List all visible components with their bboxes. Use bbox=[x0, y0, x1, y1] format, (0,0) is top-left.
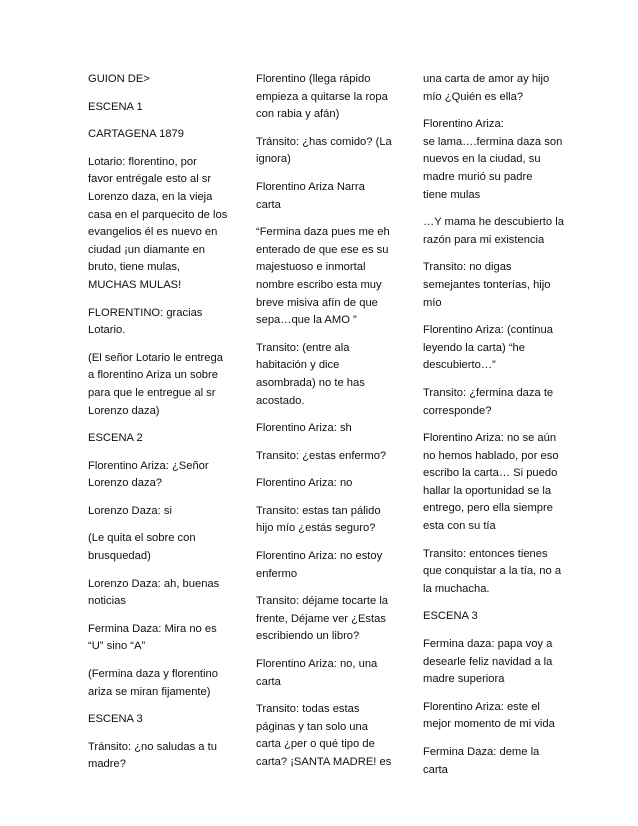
stage-direction: Florentino (llega rápido empieza a quitarse la ropa con rabia y afán) bbox=[256, 73, 388, 121]
heading-escena-3: ESCENA 3 bbox=[88, 713, 143, 726]
dialogue-transito: Transito: déjame tocarte la frente, Déjame ver ¿Estas escribiendo un libro? bbox=[256, 595, 389, 643]
heading-escena-3: ESCENA 3 bbox=[423, 610, 478, 623]
dialogue-transito-cont: una carta de amor ay hijo mío ¿Quién es ella? bbox=[423, 73, 550, 103]
heading-guion: GUION DE> bbox=[88, 73, 150, 85]
dialogue-florentino: Florentino Ariza: este el mejor momento de mi vida bbox=[423, 700, 555, 731]
dialogue-transito: Transito: no digas semejantes tonterías, hijo mío bbox=[423, 261, 551, 309]
dialogue-florentino: Florentino Ariza: ¿Señor Lorenzo daza? bbox=[88, 459, 209, 490]
dialogue-transito: Transito: ¿estas enfermo? bbox=[256, 449, 387, 462]
column-1 bbox=[88, 71, 236, 784]
stage-direction: Florentino Ariza Narra carta bbox=[256, 180, 365, 211]
dialogue-florentino: Florentino Ariza: no, una carta bbox=[256, 658, 378, 688]
dialogue-transito: Transito: (entre ala habitación y dice asombrada) no te has acostado. bbox=[256, 341, 365, 407]
dialogue-florentino: Florentino Ariza: no se aún no hemos hablado, por eso escribo la carta… Si puedo hallar la oportunidad se la entrego, pero ella siempre esta con su tía bbox=[423, 432, 559, 533]
stage-direction: (El señor Lotario le entrega a florentino Ariza un sobre para que le entregue al sr Lorenzo daza) bbox=[88, 351, 223, 417]
dialogue-fermina: Fermina Daza: deme la carta bbox=[423, 746, 540, 776]
dialogue-florentino: …Y mama he descubierto la razón para mi existencia bbox=[423, 216, 564, 246]
letter-text: “Fermina daza pues me eh enterado de que ese es su majestuoso e inmortal nombre escribo esta muy breve misiva afín de que sepa…que la AMO ” bbox=[256, 226, 390, 327]
stage-direction: (Fermina daza y florentino ariza se miran fijamente) bbox=[88, 668, 218, 698]
dialogue-fermina: Fermina daza: papa voy a desearle feliz navidad a la madre superiora bbox=[423, 638, 553, 686]
dialogue-transito: Transito: estas tan pálido hijo mío ¿estás seguro? bbox=[256, 504, 381, 535]
dialogue-lotario: Lotario: florentino, por favor entrégale esto al sr Lorenzo daza, en la vieja casa en el parquecito de los evangelios él es nuevo en ciudad ¡un diamante en bruto, tiene mulas, MUCHAS MULAS! bbox=[88, 155, 228, 291]
heading-escena-1: ESCENA 1 bbox=[88, 100, 143, 113]
dialogue-florentino: Florentino Ariza: no bbox=[256, 477, 353, 490]
dialogue-florentino: Florentino Ariza: (continua leyendo la carta) “he descubierto…” bbox=[423, 324, 553, 372]
column-2 bbox=[256, 71, 403, 782]
dialogue-transito: Transito: todas estas páginas y tan solo una carta ¿per o qué tipo de carta? ¡SANTA MADRE! es bbox=[256, 703, 392, 768]
dialogue-florentino: Florentino Ariza: se lama….fermina daza son nuevos en la ciudad, su madre murió su padre tiene mulas bbox=[423, 118, 563, 201]
dialogue-florentino: Florentino Ariza: sh bbox=[256, 422, 352, 435]
dialogue-transito: Tránsito: ¿has comido? (La ignora) bbox=[256, 135, 392, 166]
dialogue-fermina: Fermina Daza: Mira no es “U” sino “A” bbox=[88, 622, 217, 653]
heading-escena-2: ESCENA 2 bbox=[88, 432, 143, 445]
dialogue-florentino: FLORENTINO: gracias Lotario. bbox=[88, 306, 203, 337]
stage-direction: (Le quita el sobre con brusquedad) bbox=[88, 532, 196, 563]
heading-place-date: CARTAGENA 1879 bbox=[88, 128, 184, 141]
dialogue-transito: Transito: ¿fermina daza te corresponde? bbox=[423, 386, 554, 417]
column-3 bbox=[423, 71, 571, 789]
dialogue-transito: Tránsito: ¿no saludas a tu madre? bbox=[88, 740, 217, 771]
dialogue-lorenzo: Lorenzo Daza: si bbox=[88, 504, 172, 517]
dialogue-florentino: Florentino Ariza: no estoy enfermo bbox=[256, 550, 383, 580]
dialogue-lorenzo: Lorenzo Daza: ah, buenas noticias bbox=[88, 577, 220, 608]
dialogue-transito: Transito: entonces tienes que conquistar a la tía, no a la muchacha. bbox=[423, 547, 562, 595]
